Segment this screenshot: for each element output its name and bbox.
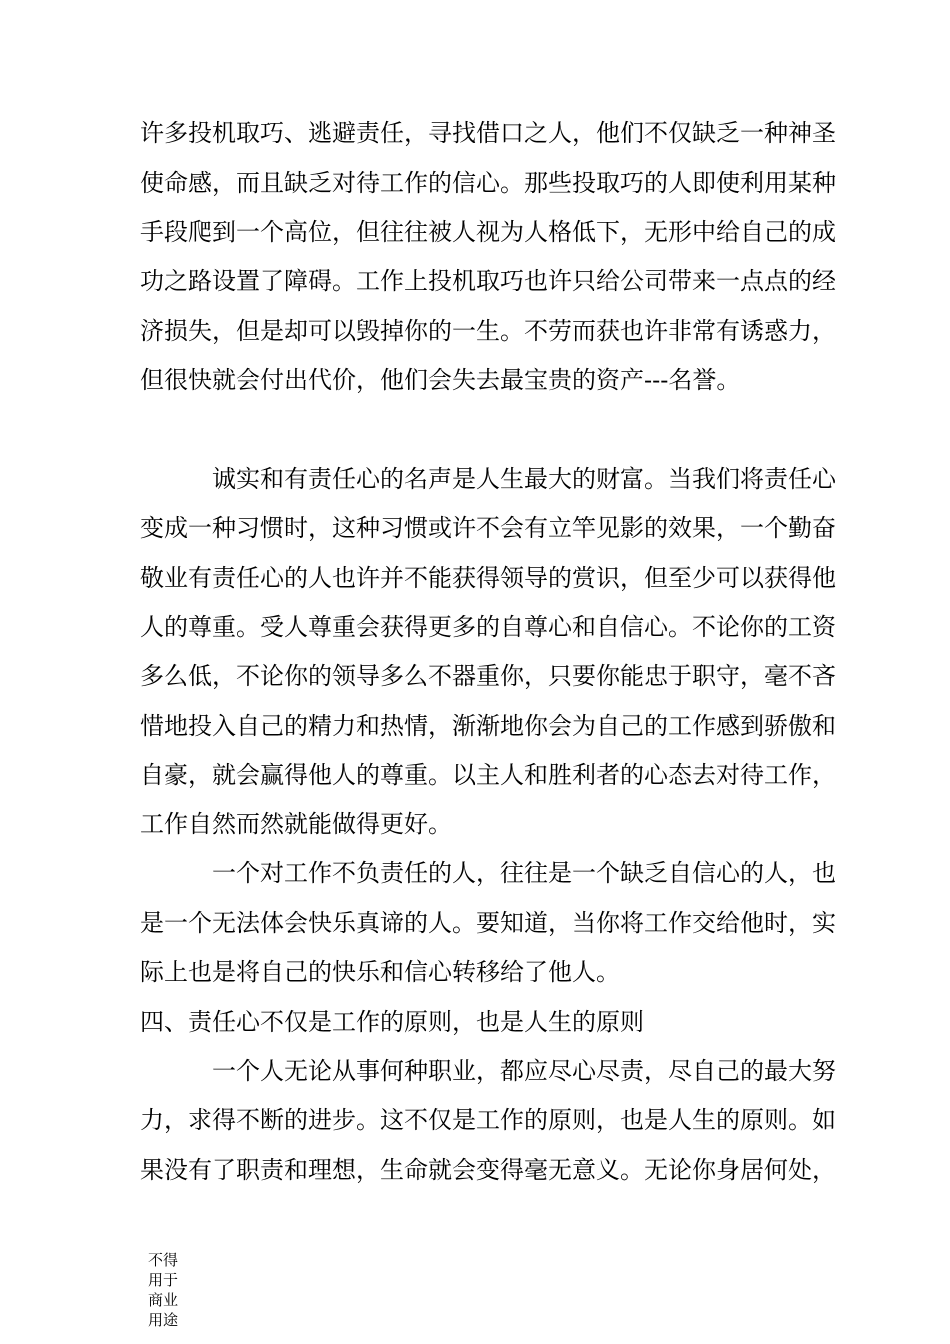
text-line: 力，求得不断的进步。这不仅是工作的原则，也是人生的原则。如 [140,1106,836,1134]
text-line: 许多投机取巧、逃避责任，寻找借口之人，他们不仅缺乏一种神圣 [140,119,836,147]
text-line: 人的尊重。受人尊重会获得更多的自尊心和自信心。不论你的工资 [140,613,836,641]
text-line: 多么低，不论你的领导多么不器重你，只要你能忠于职守，毫不吝 [140,662,836,690]
footer-line: 商业 [148,1291,179,1309]
text-line: 自豪，就会赢得他人的尊重。以主人和胜利者的心态去对待工作， [140,761,836,789]
text-line: 变成一种习惯时，这种习惯或许不会有立竿见影的效果，一个勤奋 [140,514,836,542]
section-heading: 四、责任心不仅是工作的原则，也是人生的原则 [140,1008,644,1036]
text-line: 际上也是将自己的快乐和信心转移给了他人。 [140,958,620,986]
text-line: 但很快就会付出代价，他们会失去最宝贵的资产---名誉。 [140,366,741,394]
footer-usage-note [148,1250,178,1330]
footer-line: 用于 [148,1271,179,1289]
text-line: 是一个无法体会快乐真谛的人。要知道，当你将工作交给他时，实 [140,909,836,937]
text-line: 果没有了职责和理想，生命就会变得毫无意义。无论你身居何处， [140,1156,836,1184]
text-line: 功之路设置了障碍。工作上投机取巧也许只给公司带来一点点的经 [140,267,836,295]
text-line: 敬业有责任心的人也许并不能获得领导的赏识，但至少可以获得他 [140,564,836,592]
text-line: 一个人无论从事何种职业，都应尽心尽责，尽自己的最大努 [212,1057,836,1085]
text-line: 惜地投入自己的精力和热情，渐渐地你会为自己的工作感到骄傲和 [140,712,836,740]
text-line: 济损失，但是却可以毁掉你的一生。不劳而获也许非常有诱惑力， [140,317,836,345]
footer-line: 用途 [148,1311,179,1329]
text-line: 一个对工作不负责任的人，往往是一个缺乏自信心的人，也 [212,859,836,887]
text-line: 手段爬到一个高位，但往往被人视为人格低下，无形中给自己的成 [140,218,836,246]
text-line: 工作自然而然就能做得更好。 [140,810,452,838]
text-line: 使命感，而且缺乏对待工作的信心。那些投取巧的人即使利用某种 [140,169,836,197]
text-line: 诚实和有责任心的名声是人生最大的财富。当我们将责任心 [212,465,836,493]
footer-line: 不得 [148,1251,179,1269]
